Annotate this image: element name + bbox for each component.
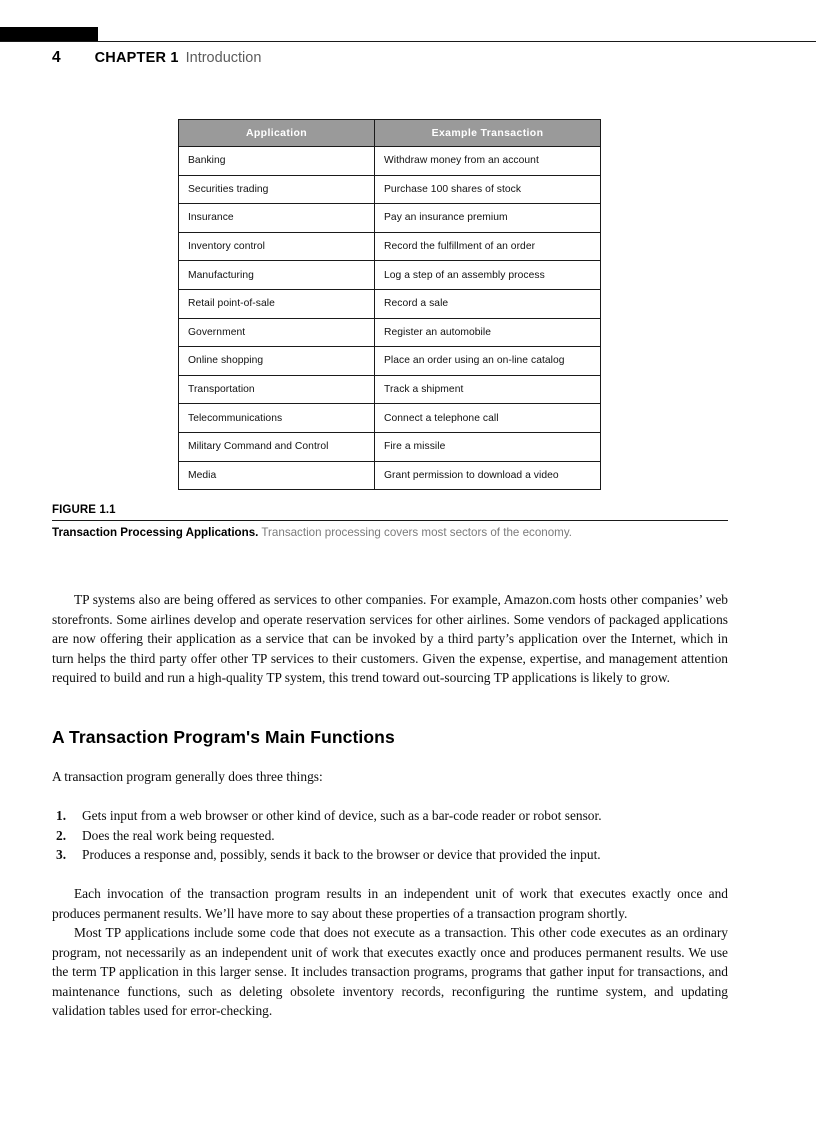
figure-caption [52, 503, 728, 540]
list-item [52, 826, 728, 846]
cell-transaction: Log a step of an assembly process [375, 261, 601, 290]
list-item-text: Produces a response and, possibly, sends it back to the browser or device that provided the input. [82, 847, 601, 862]
cell-transaction: Grant permission to download a video [375, 461, 601, 490]
cell-application: Securities trading [179, 175, 375, 204]
list-item-number: 1. [56, 808, 67, 823]
paragraph-most-tp-applications: Most TP applications include some code that does not execute as a transaction. This other code executes as an ordinary program, not necessarily as an independent unit of work that executes exactly once and produces permanent results. We use the term TP application in this larger sense. It includes transaction programs, programs that gather input for transactions, and maintenance functions, such as deleting obsolete inventory records, reconfiguring the runtime system, and updating validation tables used for error-checking. [52, 925, 728, 1018]
figure-caption-text [52, 525, 728, 540]
table-header-row [179, 120, 601, 147]
running-head [52, 49, 261, 71]
cell-application: Banking [179, 147, 375, 176]
table-row [179, 204, 601, 233]
figure-label: FIGURE 1.1 [52, 504, 116, 516]
cell-application: Online shopping [179, 347, 375, 376]
table-row [179, 347, 601, 376]
cell-transaction: Record the fulfillment of an order [375, 232, 601, 261]
table-row [179, 232, 601, 261]
spacer [52, 787, 728, 807]
list-item-text: Does the real work being requested. [82, 827, 275, 843]
cell-transaction: Record a sale [375, 289, 601, 318]
list-item-number: 2. [56, 827, 67, 843]
list-item-number: 3. [56, 847, 67, 862]
page-header-rule [0, 41, 816, 42]
cell-transaction: Pay an insurance premium [375, 204, 601, 233]
section-heading: A Transaction Program's Main Functions [52, 726, 395, 747]
table-row [179, 461, 601, 490]
table-row [179, 432, 601, 461]
cell-application: Retail point-of-sale [179, 289, 375, 318]
spacer [52, 865, 728, 885]
cell-application: Manufacturing [179, 261, 375, 290]
list-item [52, 845, 728, 865]
cell-application: Media [179, 461, 375, 490]
page-number: 4 [52, 49, 61, 66]
table-row [179, 404, 601, 433]
cell-transaction: Register an automobile [375, 318, 601, 347]
cell-application: Telecommunications [179, 404, 375, 433]
table-body [179, 147, 601, 490]
list-item-text: Gets input from a web browser or other kind of device, such as a bar-code reader or robot sensor. [82, 808, 602, 823]
figure-caption-description: Transaction processing covers most sectors of the economy. [261, 526, 572, 540]
cell-application: Transportation [179, 375, 375, 404]
paragraph-three-things: A transaction program generally does three things: [52, 769, 323, 784]
cell-transaction: Purchase 100 shares of stock [375, 175, 601, 204]
body-column [52, 590, 728, 1021]
chapter-label: CHAPTER 1 [94, 50, 179, 66]
table-row [179, 318, 601, 347]
column-header-example-transaction: Example Transaction [375, 120, 601, 147]
cell-application: Government [179, 318, 375, 347]
cell-transaction: Place an order using an on-line catalog [375, 347, 601, 376]
spacer [52, 707, 728, 727]
cell-application: Military Command and Control [179, 432, 375, 461]
table-row [179, 375, 601, 404]
figure-caption-title: Transaction Processing Applications. [52, 526, 259, 540]
paragraph-each-invocation: Each invocation of the transaction program results in an independent unit of work that executes exactly once and produces permanent results. We’ll have more to say about these properties of a transaction program shortly. [52, 886, 728, 921]
list-item [52, 806, 728, 826]
cell-transaction: Track a shipment [375, 375, 601, 404]
cell-transaction: Fire a missile [375, 432, 601, 461]
table-row [179, 289, 601, 318]
cell-transaction: Withdraw money from an account [375, 147, 601, 176]
page-header-black-bar [0, 27, 98, 42]
cell-application: Inventory control [179, 232, 375, 261]
paragraph-tp-services: TP systems also are being offered as services to other companies. For example, Amazon.com hosts other companies’ web storefronts. Some airlines develop and operate reservation services for other airlines. Some vendors of packaged applications are now offering their application as a service that can be invoked by a third party’s application over the Internet, which in turn helps the third party offer other TP services to their customers. Given the expense, expertise, and management attention required to build and run a high-quality TP system, this trend toward out-sourcing TP applications is likely to grow. [52, 592, 728, 685]
figure-1-1-table [178, 119, 601, 490]
transaction-functions-list [52, 806, 728, 865]
table-row [179, 175, 601, 204]
cell-application: Insurance [179, 204, 375, 233]
table-row [179, 147, 601, 176]
spacer [52, 688, 728, 708]
spacer [52, 748, 728, 768]
cell-transaction: Connect a telephone call [375, 404, 601, 433]
figure-caption-rule [52, 520, 728, 521]
column-header-application: Application [179, 120, 375, 147]
table-row [179, 261, 601, 290]
chapter-title: Introduction [185, 50, 262, 66]
